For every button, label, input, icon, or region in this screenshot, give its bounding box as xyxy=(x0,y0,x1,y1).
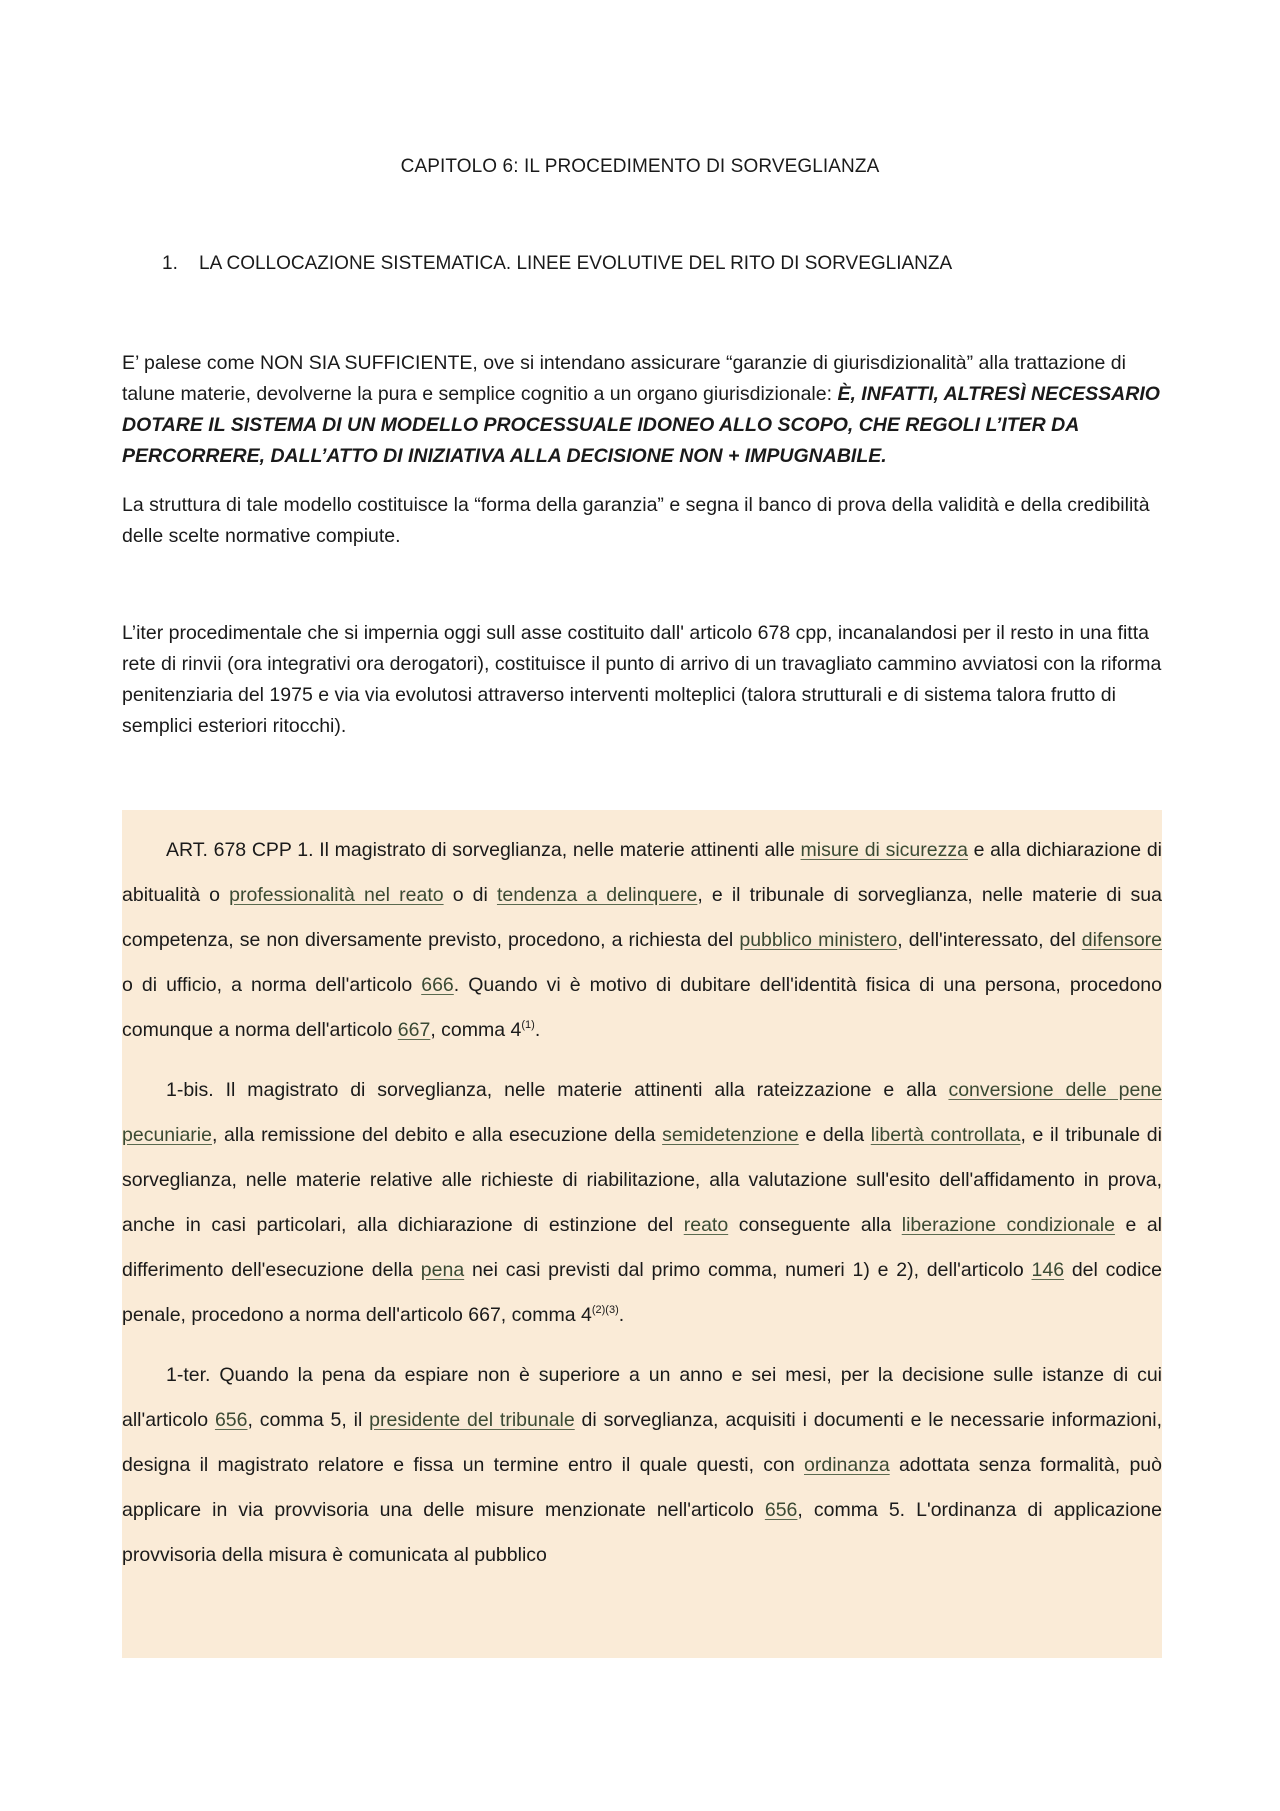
article-text: . Quando vi è motivo di dubitare dell'identità fisica di una persona, procedono comunque a norma dell'articolo xyxy=(122,974,1162,1041)
article-text: e della xyxy=(798,1124,871,1146)
link-articolo-146[interactable]: 146 xyxy=(1031,1259,1065,1281)
footnote-ref: (1) xyxy=(521,1019,535,1031)
chapter-title: CAPITOLO 6: IL PROCEDIMENTO DI SORVEGLIANZA xyxy=(400,156,880,177)
link-liberazione-condizionale[interactable]: liberazione condizionale xyxy=(901,1214,1115,1236)
article-paragraph-1 xyxy=(122,828,1162,1053)
article-text: , comma 5. L'ordinanza di applicazione provvisoria della misura è comunicata al pubblico xyxy=(122,1499,1162,1566)
article-text: , comma 5, il xyxy=(247,1409,370,1431)
link-tendenza-a-delinquere[interactable]: tendenza a delinquere xyxy=(496,884,698,906)
paragraph-garanzie xyxy=(122,348,1162,472)
article-text: di sorveglianza, acquisiti i documenti e le necessarie informazioni, designa il magistrato relatore e fissa un termine entro il quale questi, con xyxy=(122,1409,1162,1476)
article-text: o di xyxy=(443,884,497,906)
article-paragraph-1-bis xyxy=(122,1068,1162,1338)
article-text: 1-ter. Quando la pena da espiare non è superiore a un anno e sei mesi, per la decisione sulle istanze di cui all'articolo xyxy=(122,1364,1162,1431)
link-pubblico-ministero[interactable]: pubblico ministero xyxy=(739,929,898,951)
article-text: . xyxy=(534,1019,541,1041)
link-liberta-controllata[interactable]: libertà controllata xyxy=(870,1124,1021,1146)
article-text: e al differimento dell'esecuzione della xyxy=(122,1214,1162,1281)
link-articolo-667[interactable]: 667 xyxy=(397,1019,431,1041)
link-presidente-del-tribunale[interactable]: presidente del tribunale xyxy=(369,1409,575,1431)
article-text: , e il tribunale di sorveglianza, nelle materie di sua competenza, se non diversamente previsto, procedono, a richiesta del xyxy=(122,884,1162,951)
article-678-quote xyxy=(122,810,1162,1658)
link-articolo-656[interactable]: 656 xyxy=(764,1499,798,1521)
link-articolo-656[interactable]: 656 xyxy=(214,1409,248,1431)
article-text: ART. 678 CPP 1. Il magistrato di sorveglianza, nelle materie attinenti alle xyxy=(166,839,801,861)
article-text: , alla remissione del debito e alla esecuzione della xyxy=(211,1124,663,1146)
link-reato[interactable]: reato xyxy=(683,1214,729,1236)
article-text: . xyxy=(618,1304,625,1326)
article-text: del codice penale, procedono a norma dell'articolo 667, comma 4 xyxy=(122,1259,1162,1326)
footnote-ref: (2)(3) xyxy=(591,1304,619,1316)
article-text: , e il tribunale di sorveglianza, nelle materie relative alle richieste di riabilitazione, alla valutazione sull'esito dell'affidamento in prova, anche in casi particolari, alla dichiarazione di estinzione del xyxy=(122,1124,1162,1236)
link-misure-di-sicurezza[interactable]: misure di sicurezza xyxy=(800,839,968,861)
link-difensore[interactable]: difensore xyxy=(1081,929,1162,951)
paragraph-forma-garanzia: La struttura di tale modello costituisce la “forma della garanzia” e segna il banco di prova della validità e della credibilità delle scelte normative compiute. xyxy=(122,494,1150,547)
paragraph-text: E’ palese come NON SIA SUFFICIENTE, ove si intendano assicurare “garanzie di giurisdizionalità” alla trattazione di talune materie, devolverne la pura e semplice cognitio a un organo giurisdizionale: xyxy=(122,352,1126,405)
article-text: nei casi previsti dal primo comma, numeri 1) e 2), dell'articolo xyxy=(464,1259,1032,1281)
article-text: 1-bis. Il magistrato di sorveglianza, nelle materie attinenti alla rateizzazione e alla xyxy=(166,1079,949,1101)
link-professionalita-nel-reato[interactable]: professionalità nel reato xyxy=(229,884,444,906)
article-text: , dell'interessato, del xyxy=(897,929,1082,951)
article-text: adottata senza formalità, può applicare in via provvisoria una delle misure menzionate nell'articolo xyxy=(122,1454,1162,1521)
article-text: o di ufficio, a norma dell'articolo xyxy=(122,974,422,996)
link-conversione-pene-pecuniarie[interactable]: conversione delle pene pecuniarie xyxy=(122,1079,1162,1146)
article-text: e alla dichiarazione di abitualità o xyxy=(122,839,1162,906)
link-semidetenzione[interactable]: semidetenzione xyxy=(662,1124,799,1146)
section-title: LA COLLOCAZIONE SISTEMATICA. LINEE EVOLUTIVE DEL RITO DI SORVEGLIANZA xyxy=(199,253,953,274)
section-heading xyxy=(162,253,952,275)
link-ordinanza[interactable]: ordinanza xyxy=(804,1454,890,1476)
article-paragraph-1-ter xyxy=(122,1353,1162,1578)
paragraph-iter-procedimentale: L’iter procedimentale che si impernia oggi sull asse costituito dall' articolo 678 cpp, incanalandosi per il resto in una fitta rete di rinvii (ora integrativi ora derogatori), costituisce il punto di arrivo di un travagliato cammino avviatosi con la riforma penitenziaria del 1975 e via via evolutosi attraverso interventi molteplici (talora strutturali e di sistema talora frutto di semplici esteriori ritocchi). xyxy=(122,622,1162,737)
emphasis-text: È, INFATTI, ALTRESÌ NECESSARIO DOTARE IL SISTEMA DI UN MODELLO PROCESSUALE IDONEO ALLO SCOPO, CHE REGOLI L’ITER DA PERCORRERE, DALL’ATTO DI INIZIATIVA ALLA DECISIONE NON + IMPUGNABILE. xyxy=(122,383,1160,467)
link-pena[interactable]: pena xyxy=(420,1259,465,1281)
section-number: 1. xyxy=(162,253,178,274)
article-text: conseguente alla xyxy=(728,1214,902,1236)
article-text: , comma 4 xyxy=(430,1019,522,1041)
link-articolo-666[interactable]: 666 xyxy=(421,974,454,996)
